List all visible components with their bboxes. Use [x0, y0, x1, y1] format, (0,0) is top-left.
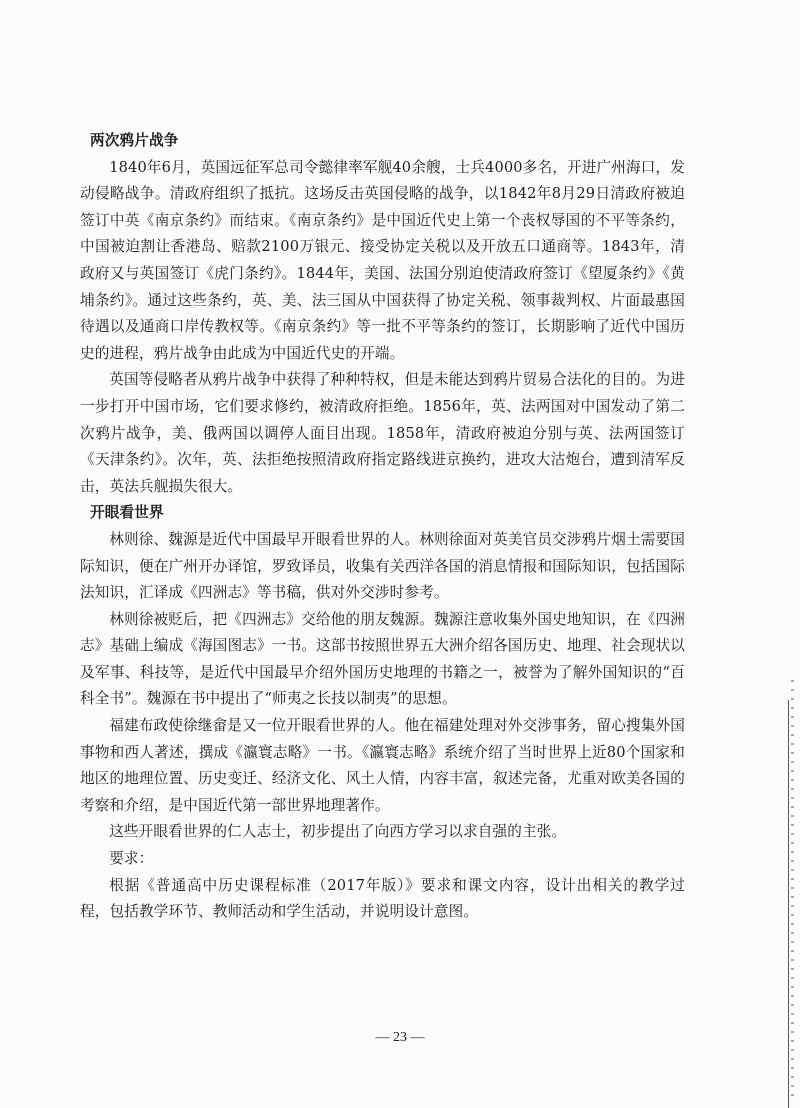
section-heading-opium-wars: 两次鸦片战争	[90, 132, 179, 149]
page-content	[80, 128, 685, 926]
paragraph: 这些开眼看世界的仁人志士，初步提出了向西方学习以求自强的主张。	[109, 823, 567, 841]
paragraph: 1840年6月，英国远征军总司令懿律率军舰40余艘，士兵4000多名，开进广州海口，发动侵略战争。清政府组织了抵抗。这场反击英国侵略的战争，以1842年8月29日清政府被迫签订中英《南京条约》而结束。《南京条约》是中国近代史上第一个丧权辱国的不平等条约，中国被迫割让香港岛、赔款2100万银元、接受协定关税以及开放五口通商等。1843年，清政府又与英国签订《虎门条约》。1844年，美国、法国分别迫使清政府签订《望厦条约》《黄埔条约》。通过这些条约，英、美、法三国从中国获得了协定关税、领事裁判权、片面最惠国待遇以及通商口岸传教权等。《南京条约》等一批不平等条约的签订，长期影响了近代中国历史的进程，鸦片战争由此成为中国近代史的开端。	[80, 158, 685, 362]
paragraph: 英国等侵略者从鸦片战争中获得了种种特权，但是未能达到鸦片贸易合法化的目的。为进一步打开中国市场，它们要求修约，被清政府拒绝。1856年，英、法两国对中国发动了第二次鸦片战争，美、俄两国以调停人面目出现。1858年，清政府被迫分别与英、法两国签订《天津条约》。次年，英、法拒绝按照清政府指定路线进京换约，进攻大沽炮台，遭到清军反击，英法兵舰损失很大。	[80, 371, 685, 495]
requirement-label: 要求：	[109, 850, 154, 868]
paragraph: 林则徐、魏源是近代中国最早开眼看世界的人。林则徐面对英美官员交涉鸦片烟土需要国际知识，便在广州开办译馆，罗致译员，收集有关西洋各国的消息情报和国际知识，包括国际法知识，汇译成《四洲志》等书稿，供对外交涉时参考。	[80, 530, 685, 602]
requirement-text: 根据《普通高中历史课程标准（2017年版）》要求和课文内容，设计出相关的教学过程，包括教学环节、教师活动和学生活动，并说明设计意图。	[80, 876, 685, 921]
paragraph: 福建布政使徐继畲是又一位开眼看世界的人。他在福建处理对外交涉事务，留心搜集外国事物和西人著述，撰成《瀛寰志略》一书。《瀛寰志略》系统介绍了当时世界上近80个国家和地区的地理位置、历史变迁、经济文化、风土人情，内容丰富，叙述完备，尤重对欧美各国的考察和介绍，是中国近代第一部世界地理著作。	[80, 717, 685, 814]
page-number: — 23 —	[375, 1030, 425, 1045]
scan-edge-line	[788, 700, 789, 1108]
paragraph: 林则徐被贬后，把《四洲志》交给他的朋友魏源。魏源注意收集外国史地知识，在《四洲志》基础上编成《海国图志》一书。这部书按照世界五大洲介绍各国历史、地理、社会现状以及军事、科技等，是近代中国最早介绍外国历史地理的书籍之一，被誉为了解外国知识的“百科全书”。魏源在书中提出了“师夷之长技以制夷”的思想。	[80, 610, 685, 708]
scan-edge-dots	[791, 680, 794, 1100]
section-heading-open-eyes: 开眼看世界	[90, 504, 164, 522]
